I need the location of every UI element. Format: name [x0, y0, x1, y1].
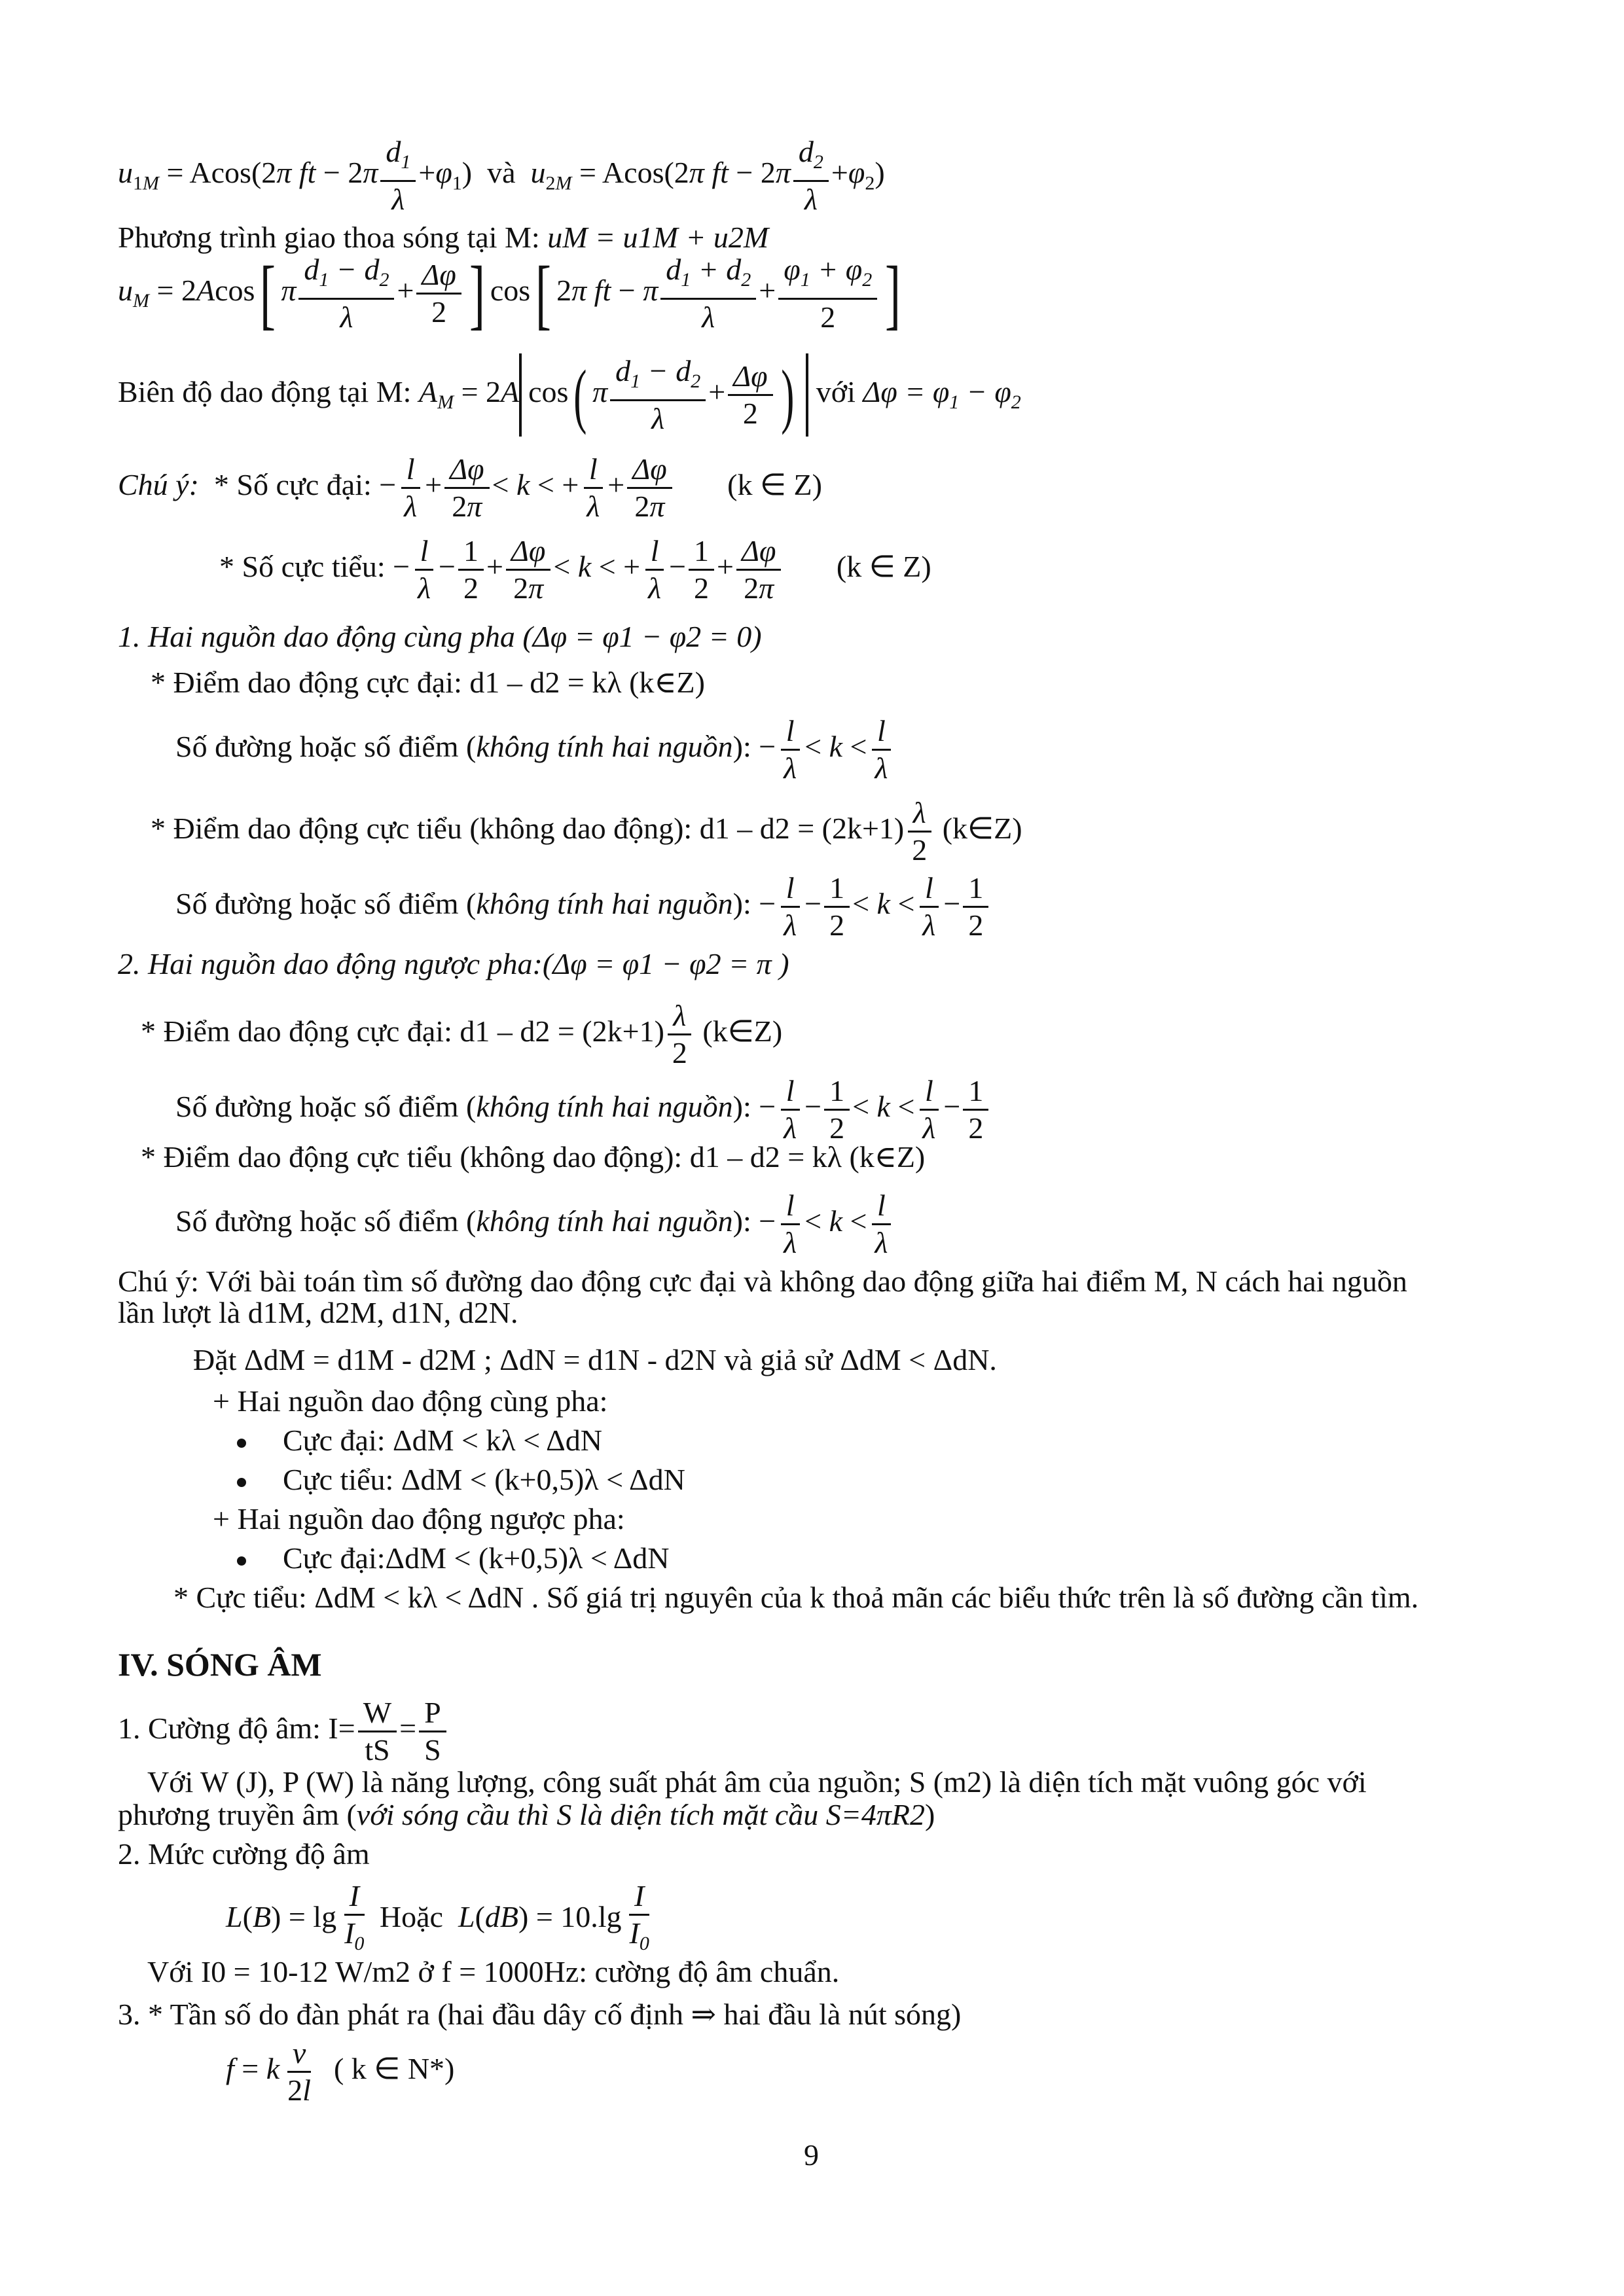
chu-y-label: Chú ý: — [118, 468, 199, 502]
diem-cuc-dai-k: d1 – d2 = kλ (k∈Z) — [469, 666, 705, 699]
nguoc-pha-line: + Hai nguồn dao động ngược pha: — [213, 1502, 625, 1535]
cuc-dai-2-text: Cực đại:ΔdM < (k+0,5)λ < ΔdN — [283, 1541, 670, 1575]
bien-do-with: với — [816, 375, 863, 409]
case2-cuc-dai: * Điểm dao động cực đại: d1 – d2 = (2k+1) $\frac{\lambda}{2}$ (k∈Z) — [141, 999, 783, 1069]
so-cuc-dai-line: Chú ý: * Số cực đại: − $\frac{l}{\lambda}$ + $\frac{\Delta\varphi}{2\pi}$ < k < + $\frac{l}{\lambda}$ + $\frac{\Delta\varphi}{2\pi}$ (k ∈ Z) — [118, 452, 822, 523]
diem-2k1: d1 – d2 = (2k+1) — [699, 812, 905, 846]
bullet-icon — [237, 1439, 246, 1448]
giao-thoa-expr: uM = u1M + u2M — [547, 221, 769, 254]
case2-so-duong-2: Số đường hoặc số điểm (không tính hai nguồn): − $\frac{l}{\lambda}$ < k < $\frac{l}{\lambda}$ — [175, 1188, 895, 1261]
eq-muc-cuong-do: L(B) = lg $\frac{I}{I_0}$ Hoặc L(dB) = 10.lg $\frac{I}{I_0}$ — [226, 1879, 649, 1955]
phuong-truyen-italic: với sóng cầu thì S là diện tích mặt cầu S=4πR2 — [356, 1798, 925, 1831]
case2-title — [118, 946, 789, 982]
note-line-1: Chú ý: Với bài toán tìm số đường dao động cực đại và không dao động giữa hai điểm M, N cách hai nguồn — [118, 1265, 1407, 1298]
bullet-icon — [237, 1556, 246, 1566]
phuong-truyen-end: ) — [924, 1798, 935, 1831]
muc-cuong-do-line: 2. Mức cường độ âm — [118, 1837, 370, 1871]
cuc-dai-1-text: Cực đại: ΔdM < kλ < ΔdN — [283, 1424, 602, 1457]
khong-tinh: không tính hai nguồn — [476, 887, 733, 921]
eq-tan-so: f = k $\frac{v}{2l}$ ( k ∈ N*) — [226, 2036, 455, 2107]
cuc-tieu-1-text: Cực tiểu: ΔdM < (k+0,5)λ < ΔdN — [283, 1463, 685, 1496]
bullet-icon — [237, 1478, 246, 1487]
so-duong-label: Số đường hoặc số điểm ( — [175, 730, 477, 764]
case1-title — [118, 619, 762, 655]
phuong-truyen-line — [118, 1797, 935, 1833]
eq-bien-do: Biên độ dao động tại M: $A_M = 2A$ cos( π $\frac{d_1 - d_2}{\lambda}$ + $\frac{\Delta\varphi}{2}$ ) với $\Delta\varphi = \varphi_1 - \varphi_2$ — [118, 354, 1021, 436]
hoac-word: Hoặc — [379, 1900, 443, 1934]
case2-cond: Δφ = φ1 − φ2 = π ) — [552, 947, 789, 980]
cuc-tieu-1 — [237, 1462, 685, 1498]
cuc-dai-2 — [237, 1540, 670, 1577]
so-duong-label: Số đường hoặc số điểm ( — [175, 887, 477, 921]
case2-cuc-tieu — [141, 1139, 925, 1175]
so-duong-tail: ): — [732, 730, 759, 764]
case2-so-duong-1: Số đường hoặc số điểm (không tính hai nguồn): − $\frac{l}{\lambda}$ − $\frac{1}{2}$ < k < $\frac{l}{\lambda}$ − $\frac{1}{2}$ — [175, 1073, 991, 1146]
case1-so-duong-1: Số đường hoặc số điểm (không tính hai nguồn): − $\frac{l}{\lambda}$ < k < $\frac{l}{\lambda}$ — [175, 713, 895, 786]
section-iv-heading: IV. SÓNG ÂM — [118, 1646, 322, 1683]
diem-cuc-tieu-label: * Điểm dao động cực tiểu (không dao động): — [151, 812, 700, 846]
so-duong-tail: ): — [732, 887, 759, 921]
case1-cuc-tieu: * Điểm dao động cực tiểu (không dao động): d1 – d2 = (2k+1) $\frac{\lambda}{2}$ (k∈Z) — [151, 796, 1022, 867]
cung-pha-line: + Hai nguồn dao động cùng pha: — [213, 1384, 608, 1418]
so-cuc-tieu-line: * Số cực tiểu: − $\frac{l}{\lambda}$ − $\frac{1}{2}$ + $\frac{\Delta\varphi}{2\pi}$ < k < + $\frac{l}{\lambda}$ − $\frac{1}{2}$ + $\frac{\Delta\varphi}{2\pi}$ (k ∈ Z) — [219, 534, 931, 605]
cuc-tieu-2: * Cực tiểu: ΔdM < kλ < ΔdN . Số giá trị nguyên của k thoả mãn các biểu thức trên là số đường cần tìm. — [173, 1581, 1419, 1614]
bien-do-label: Biên độ dao động tại M: — [118, 375, 419, 409]
cuc-dai-1 — [237, 1422, 602, 1459]
case2-title-text: 2. Hai nguồn dao động ngược pha:( — [118, 947, 553, 980]
diem-cuc-dai-label-2: * Điểm dao động cực đại: — [141, 1014, 460, 1049]
khong-tinh: không tính hai nguồn — [476, 730, 733, 764]
kz2-b: (k∈Z) — [702, 1014, 783, 1049]
kz-2: (k ∈ Z) — [836, 550, 931, 584]
page-number: 9 — [804, 2138, 819, 2172]
giao-thoa-line — [118, 219, 768, 256]
case1-so-duong-2: Số đường hoặc số điểm (không tính hai nguồn): − $\frac{l}{\lambda}$ − $\frac{1}{2}$ < k < $\frac{l}{\lambda}$ − $\frac{1}{2}$ — [175, 870, 991, 943]
and-word: và — [487, 156, 516, 190]
dat-line: Đặt ΔdM = d1M - d2M ; ΔdN = d1N - d2N và giả sử ΔdM < ΔdN. — [193, 1343, 997, 1376]
kz-1: (k ∈ Z) — [727, 468, 822, 502]
so-cuc-dai-label: * Số cực đại: — [213, 468, 380, 502]
so-duong-tail: ): — [732, 1204, 759, 1238]
voi-w-line: Với W (J), P (W) là năng lượng, công suất phát âm của nguồn; S (m2) là diện tích mặt vuông góc với — [147, 1765, 1367, 1799]
so-duong-tail: ): — [732, 1090, 759, 1124]
cuong-do-line: 1. Cường độ âm: I= $\frac{W}{tS}$ = $\frac{P}{S}$ — [118, 1695, 449, 1768]
diem-cuc-dai-label: * Điểm dao động cực đại: — [151, 666, 470, 699]
case1-cond: Δφ = φ1 − φ2 = 0) — [532, 620, 762, 653]
case1-title-text: 1. Hai nguồn dao động cùng pha ( — [118, 620, 533, 653]
so-cuc-tieu-label: * Số cực tiểu: — [219, 550, 393, 584]
eq-um: $u_M = 2Acos$[ π $\frac{d_1 - d_2}{\lambda}$ + $\frac{\Delta\varphi}{2}$ ] cos[ 2π ft − π $\frac{d_1 + d_2}{\lambda}$ + $\frac{\varphi_1 + \varphi_2}{2}$ ] — [118, 249, 901, 337]
voi-i0-line: Với I0 = 10-12 W/m2 ở f = 1000Hz: cường độ âm chuẩn. — [147, 1955, 840, 1988]
eq-u1m-u2m: $u_{1M} = Acos(2\pi$ ft − 2π $\frac{d_1}{\lambda}$ $+\varphi_1$) và $u_{2M} = Acos(2\pi$ ft − 2π $\frac{d_2}{\lambda}$ $+\varphi_2$) — [118, 135, 885, 217]
phuong-truyen-text: phương truyền âm ( — [118, 1798, 357, 1831]
kn-label: ( k ∈ N*) — [333, 2052, 455, 2086]
khong-tinh: không tính hai nguồn — [476, 1204, 733, 1238]
diem-2k1-2: d1 – d2 = (2k+1) — [460, 1014, 664, 1049]
diem-cuc-tieu-label-2: * Điểm dao động cực tiểu (không dao động): — [141, 1140, 690, 1174]
diem-k-2: d1 – d2 = kλ (k∈Z) — [689, 1140, 926, 1174]
khong-tinh: không tính hai nguồn — [476, 1090, 733, 1124]
case1-cuc-dai — [151, 664, 705, 701]
note-line-2: lần lượt là d1M, d2M, d1N, d2N. — [118, 1296, 518, 1329]
giao-thoa-label: Phương trình giao thoa sóng tại M: — [118, 221, 548, 254]
cuong-do-label: 1. Cường độ âm: — [118, 1712, 329, 1746]
so-duong-label: Số đường hoặc số điểm ( — [175, 1090, 477, 1124]
tan-so-line: 3. * Tần số do đàn phát ra (hai đầu dây cố định ⇒ hai đầu là nút sóng) — [118, 1998, 962, 2031]
so-duong-label: Số đường hoặc số điểm ( — [175, 1204, 477, 1238]
kz2-a: (k∈Z) — [942, 812, 1022, 846]
